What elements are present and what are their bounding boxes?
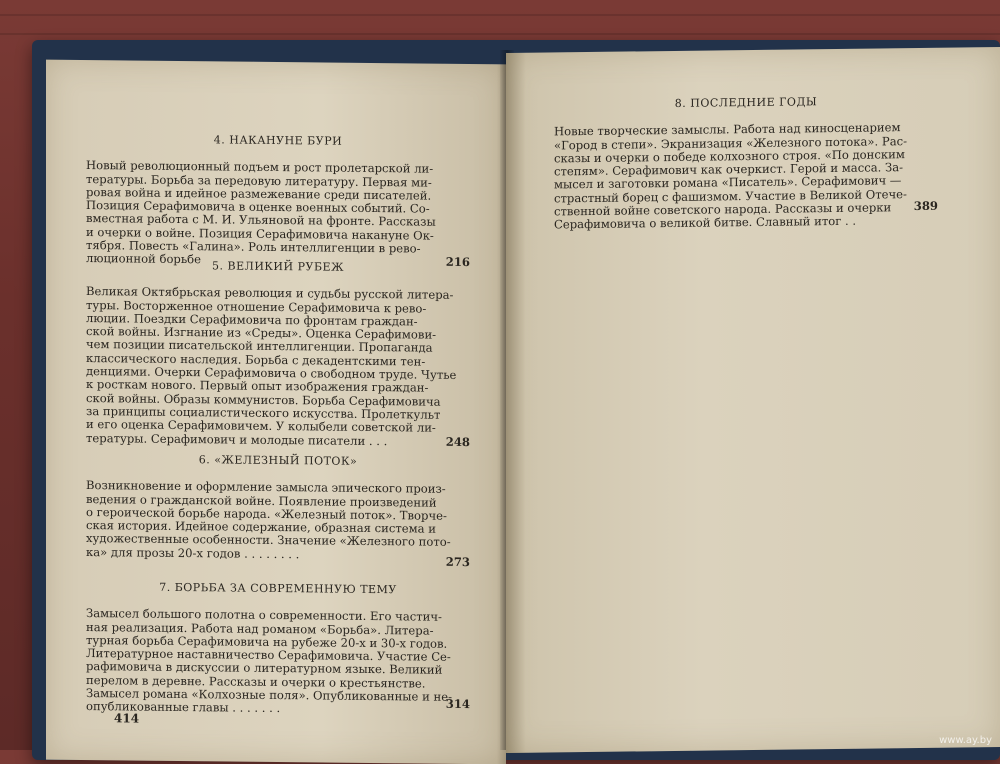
section-heading: 4. НАКАНУНЕ БУРИ: [213, 133, 343, 148]
text-line: Замысел романа «Колхозные поля». Опубликованные и не-: [86, 686, 452, 704]
page-number-ref: 273: [445, 554, 470, 569]
section-body: [554, 121, 938, 232]
text-line: люционной борьбе: [86, 251, 202, 267]
text-line: и очерки о войне. Позиция Серафимовича накануне Ок-: [86, 224, 434, 243]
text-line: о героической борьбе народа. «Железный поток». Творче-: [86, 504, 447, 523]
text-line: Великая Октябрьская революция и судьбы русской литера-: [86, 284, 454, 303]
text-line: рафимовича в дискуссии о литературном языке. Великий: [86, 659, 443, 678]
text-line: классического наследия. Борьба с декадентскими тен-: [86, 350, 426, 369]
toc-section-6: [86, 452, 470, 569]
text-line: денциями. Очерки Серафимовича о свободном труде. Чутье: [86, 364, 457, 382]
text-line: ская история. Идейное содержание, образная система и: [86, 518, 436, 536]
text-line: ная реализация. Работа над романом «Борьба». Литера-: [86, 619, 434, 638]
text-line: и его оценка Серафимовичем. У колыбели советской ли-: [86, 417, 436, 435]
text-line: Позиция Серафимовича в оценке военных событий. Со-: [86, 198, 430, 216]
text-line: мысел и заготовки романа «Писатель». Серафимович —: [554, 173, 902, 192]
text-line: Литературное наставничество Серафимовича. Участие Се-: [86, 646, 451, 665]
text-line: ской войны. Изгнание из «Среды». Оценка Серафимови-: [86, 324, 437, 342]
text-line: ведения о гражданской войне. Появление произведений: [86, 491, 437, 510]
left-page: [46, 60, 506, 764]
text-line: тября. Повесть «Галина». Роль интеллигенции в рево-: [86, 238, 421, 256]
text-line: страстный борец с фашизмом. Участие в Великой Отече-: [554, 186, 907, 206]
text-line: художественные особенности. Значение «Железного пото-: [86, 531, 451, 550]
page-number-ref: 389: [913, 199, 938, 214]
section-heading: 8. ПОСЛЕДНИЕ ГОДЫ: [674, 95, 818, 110]
text-line: ровая война и идейное размежевание среди писателей.: [86, 184, 432, 203]
text-line: Новые творческие замыслы. Работа над киносценарием: [554, 120, 901, 139]
page-number-ref: 216: [445, 255, 470, 270]
text-line: к росткам нового. Первый опыт изображения граждан-: [86, 377, 429, 395]
folio-page-number: 414: [114, 711, 140, 726]
section-heading: 7. БОРЬБА ЗА СОВРЕМЕННУЮ ТЕМУ: [159, 580, 397, 597]
text-line: турная борьба Серафимовича на рубеже 20-х и 30-х годов.: [86, 632, 448, 651]
text-line: туры. Восторженное отношение Серафимовича к рево-: [86, 297, 427, 316]
text-line: вместная работа с М. И. Ульяновой на фронте. Рассказы: [86, 211, 436, 230]
section-body: [86, 159, 470, 269]
section-heading: 6. «ЖЕЛЕЗНЫЙ ПОТОК»: [198, 453, 358, 468]
text-line: перелом в деревне. Рассказы и очерки о крестьянстве.: [86, 672, 426, 691]
text-line: люции. Поездки Серафимовича по фронтам граждан-: [86, 310, 418, 329]
page-number-ref: 314: [445, 697, 470, 712]
text-line: «Город в степи». Экранизация «Железного потока». Рас-: [554, 133, 908, 153]
text-line: опубликованные главы . . . . . . .: [86, 699, 281, 716]
watermark: www.ay.by: [939, 735, 992, 746]
text-line: Возникновение и оформление замысла эпического произ-: [86, 478, 446, 497]
text-line: за принципы социалистического искусства. Пролеткульт: [86, 403, 441, 422]
section-heading: 5. ВЕЛИКИЙ РУБЕЖ: [212, 259, 344, 274]
text-line: тературы. Серафимович и молодые писатели . . .: [86, 430, 388, 448]
section-body: [86, 285, 470, 449]
section-body: [86, 607, 470, 717]
toc-section-8: [554, 94, 938, 232]
text-line: ственной войне советского народа. Рассказы и очерки: [554, 200, 892, 219]
toc-section-4: [86, 132, 470, 270]
toc-section-7: [86, 580, 470, 718]
text-line: ка» для прозы 20-х годов . . . . . . . .: [86, 544, 300, 562]
toc-section-5: [86, 255, 470, 449]
text-line: Серафимовича о великой битве. Славный итог . .: [554, 214, 857, 232]
text-line: ской войны. Образы коммунистов. Борьба Серафимовича: [86, 390, 441, 409]
page-number-ref: 248: [445, 434, 470, 449]
section-body: [86, 478, 470, 569]
right-page: [506, 47, 1000, 753]
text-line: сказы и очерки о победе колхозного строя. «По донским: [554, 147, 905, 166]
text-line: Замысел большого полотна о современности. Его частич-: [86, 606, 442, 625]
text-line: тературы. Борьба за передовую литературу. Первая ми-: [86, 171, 432, 190]
text-line: Новый революционный подъем и рост пролетарской ли-: [86, 158, 434, 176]
text-line: степям». Серафимович как очеркист. Герой и масса. За-: [554, 160, 904, 179]
text-line: чем позиции писательской интеллигенции. Пропаганда: [86, 337, 433, 356]
